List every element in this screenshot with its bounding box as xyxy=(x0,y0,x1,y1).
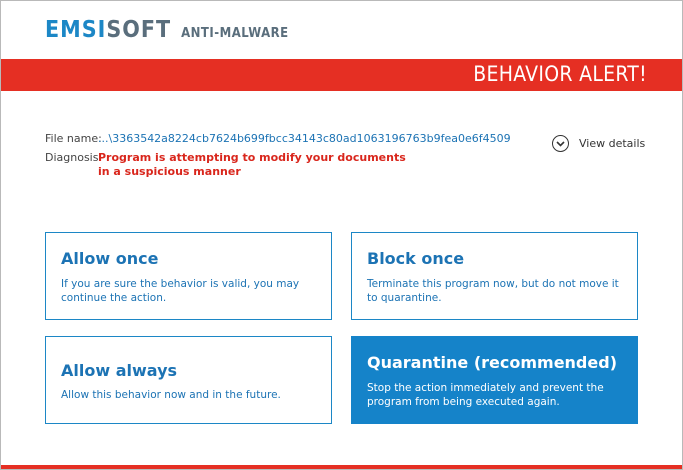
logo-product-name: ANTI-MALWARE xyxy=(181,26,289,41)
file-name-label: File name: xyxy=(45,132,102,145)
alert-banner xyxy=(1,59,682,91)
block-once-description: Terminate this program now, but do not move it to quarantine. xyxy=(367,278,619,304)
quarantine-button[interactable] xyxy=(351,336,638,424)
logo-wordmark xyxy=(45,17,171,43)
block-once-title: Block once xyxy=(367,249,465,268)
diagnosis-row xyxy=(45,151,511,179)
allow-once-title: Allow once xyxy=(61,249,159,268)
allow-once-description: If you are sure the behavior is valid, you may continue the action. xyxy=(61,278,300,304)
block-once-button[interactable] xyxy=(351,232,638,320)
file-name-row xyxy=(45,132,511,146)
allow-always-description: Allow this behavior now and in the future. xyxy=(61,389,281,401)
diagnosis-value: Program is attempting to modify your documents in a suspicious manner xyxy=(98,151,406,178)
chevron-down-icon xyxy=(556,141,565,147)
chevron-down-circle-icon xyxy=(552,135,569,152)
diagnosis-label: Diagnosis: xyxy=(45,151,103,164)
view-details-label: View details xyxy=(579,137,646,150)
logo-wordmark-soft: SOFT xyxy=(106,17,172,43)
emsisoft-logo xyxy=(45,17,289,47)
allow-always-title: Allow always xyxy=(61,361,178,380)
quarantine-title: Quarantine (recommended) xyxy=(367,353,617,372)
quarantine-description: Stop the action immediately and prevent the program from being executed again. xyxy=(367,382,604,408)
allow-once-button[interactable] xyxy=(45,232,332,320)
bottom-accent-bar xyxy=(1,465,682,469)
logo-wordmark-emsi: EMSI xyxy=(45,17,107,43)
alert-title: BEHAVIOR ALERT! xyxy=(473,62,647,86)
detection-details xyxy=(45,132,511,179)
allow-always-button[interactable] xyxy=(45,336,332,424)
file-name-value: ...\3363542a8224cb7624b699fbcc34143c80ad1063196763b9fea0e6f4509 xyxy=(98,132,511,145)
view-details-button[interactable] xyxy=(552,135,645,152)
